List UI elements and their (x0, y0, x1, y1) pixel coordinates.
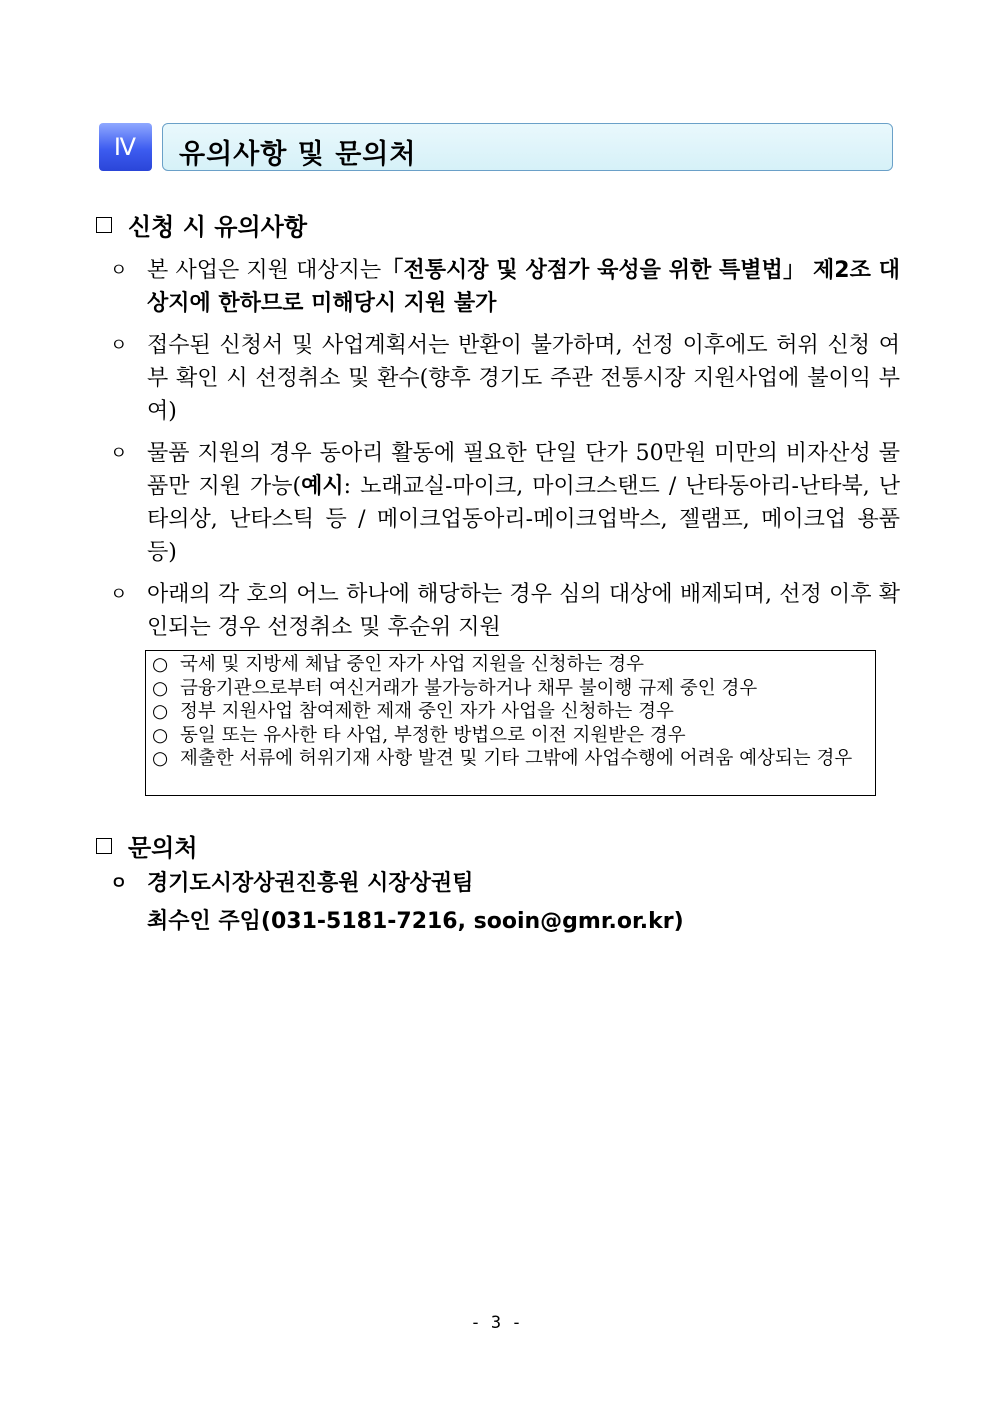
item-text: 아래의 각 호의 어느 하나에 해당하는 경우 심의 대상에 배제되며, 선정 이후 확인되는 경우 선정취소 및 후순위 지원 (147, 582, 900, 640)
bullet-icon: ㅇ (110, 873, 128, 894)
chapter-header (99, 123, 893, 171)
checkbox-square-icon (96, 217, 112, 233)
contact-org: 경기도시장상권진흥원 시장상권팀 (147, 871, 474, 896)
contact-person: 최수인 주임(031-5181-7216, sooin@gmr.or.kr) (147, 909, 684, 934)
section-title: 신청 시 유의사항 (128, 213, 307, 241)
item-text: 물품 지원의 경우 동아리 활동에 필요한 단일 단가 50만원 미만의 비자산성 물품만 지원 가능( (147, 441, 900, 499)
bullet-icon: ㅇ (110, 443, 128, 464)
circle-bullet-icon: ○ (152, 701, 169, 723)
contact-info (110, 865, 910, 941)
exclusion-criteria-box (145, 650, 876, 796)
box-item: ○ 정부 지원사업 참여제한 제재 중인 자가 사업을 신청하는 경우 (152, 701, 674, 723)
section-title: 문의처 (128, 834, 198, 862)
box-item: ○ 금융기관으로부터 여신거래가 불가능하거나 채무 불이행 규제 중인 경우 (152, 677, 758, 699)
item-text-cont: : 노래교실-마이크, 마이크스탠드 / 난타동아리-난타북, 난타의상, 난타스틱 등 / 메이크업동아리-메이크업박스, 젤램프, 메이크업 용품 등) (147, 474, 900, 565)
bullet-icon: ㅇ (110, 335, 128, 356)
page-number: - 3 - (470, 1313, 522, 1333)
bullet-icon: ㅇ (110, 584, 128, 605)
list-item (110, 578, 900, 644)
circle-bullet-icon: ○ (152, 677, 169, 699)
circle-bullet-icon: ○ (152, 654, 169, 675)
chapter-number: Ⅳ (99, 123, 152, 171)
list-item (110, 254, 900, 320)
list-item (110, 437, 900, 569)
chapter-title-box (162, 123, 893, 171)
circle-bullet-icon: ○ (152, 724, 169, 746)
box-item: ○ 제출한 서류에 허위기재 사항 발견 및 기타 그밖에 사업수행에 어려움 예상되는 경우 (152, 748, 853, 770)
box-item: ○ 국세 및 지방세 체납 중인 자가 사업 지원을 신청하는 경우 (152, 654, 644, 675)
section-heading-notes (96, 207, 307, 242)
list-item (110, 329, 900, 428)
item-text: 접수된 신청서 및 사업계획서는 반환이 불가하며, 선정 이후에도 허위 신청 여부 확인 시 선정취소 및 환수(향후 경기도 주관 전통시장 지원사업에 불이익 부여) (147, 333, 900, 424)
item-bold-text: 「전통시장 및 상점가 육성을 위한 특별법」 제2조 대상지에 한하므로 미해당시 지원 불가 (147, 258, 900, 316)
chapter-title: 유의사항 및 문의처 (179, 139, 417, 170)
bullet-icon: ㅇ (110, 260, 128, 281)
item-bold-text: 예시 (301, 474, 344, 499)
box-item: ○ 동일 또는 유사한 타 사업, 부정한 방법으로 이전 지원받은 경우 (152, 724, 686, 746)
checkbox-square-icon (96, 838, 112, 854)
item-text: 본 사업은 지원 대상지는 (147, 258, 382, 283)
section-heading-contact (96, 828, 198, 863)
circle-bullet-icon: ○ (152, 748, 169, 770)
